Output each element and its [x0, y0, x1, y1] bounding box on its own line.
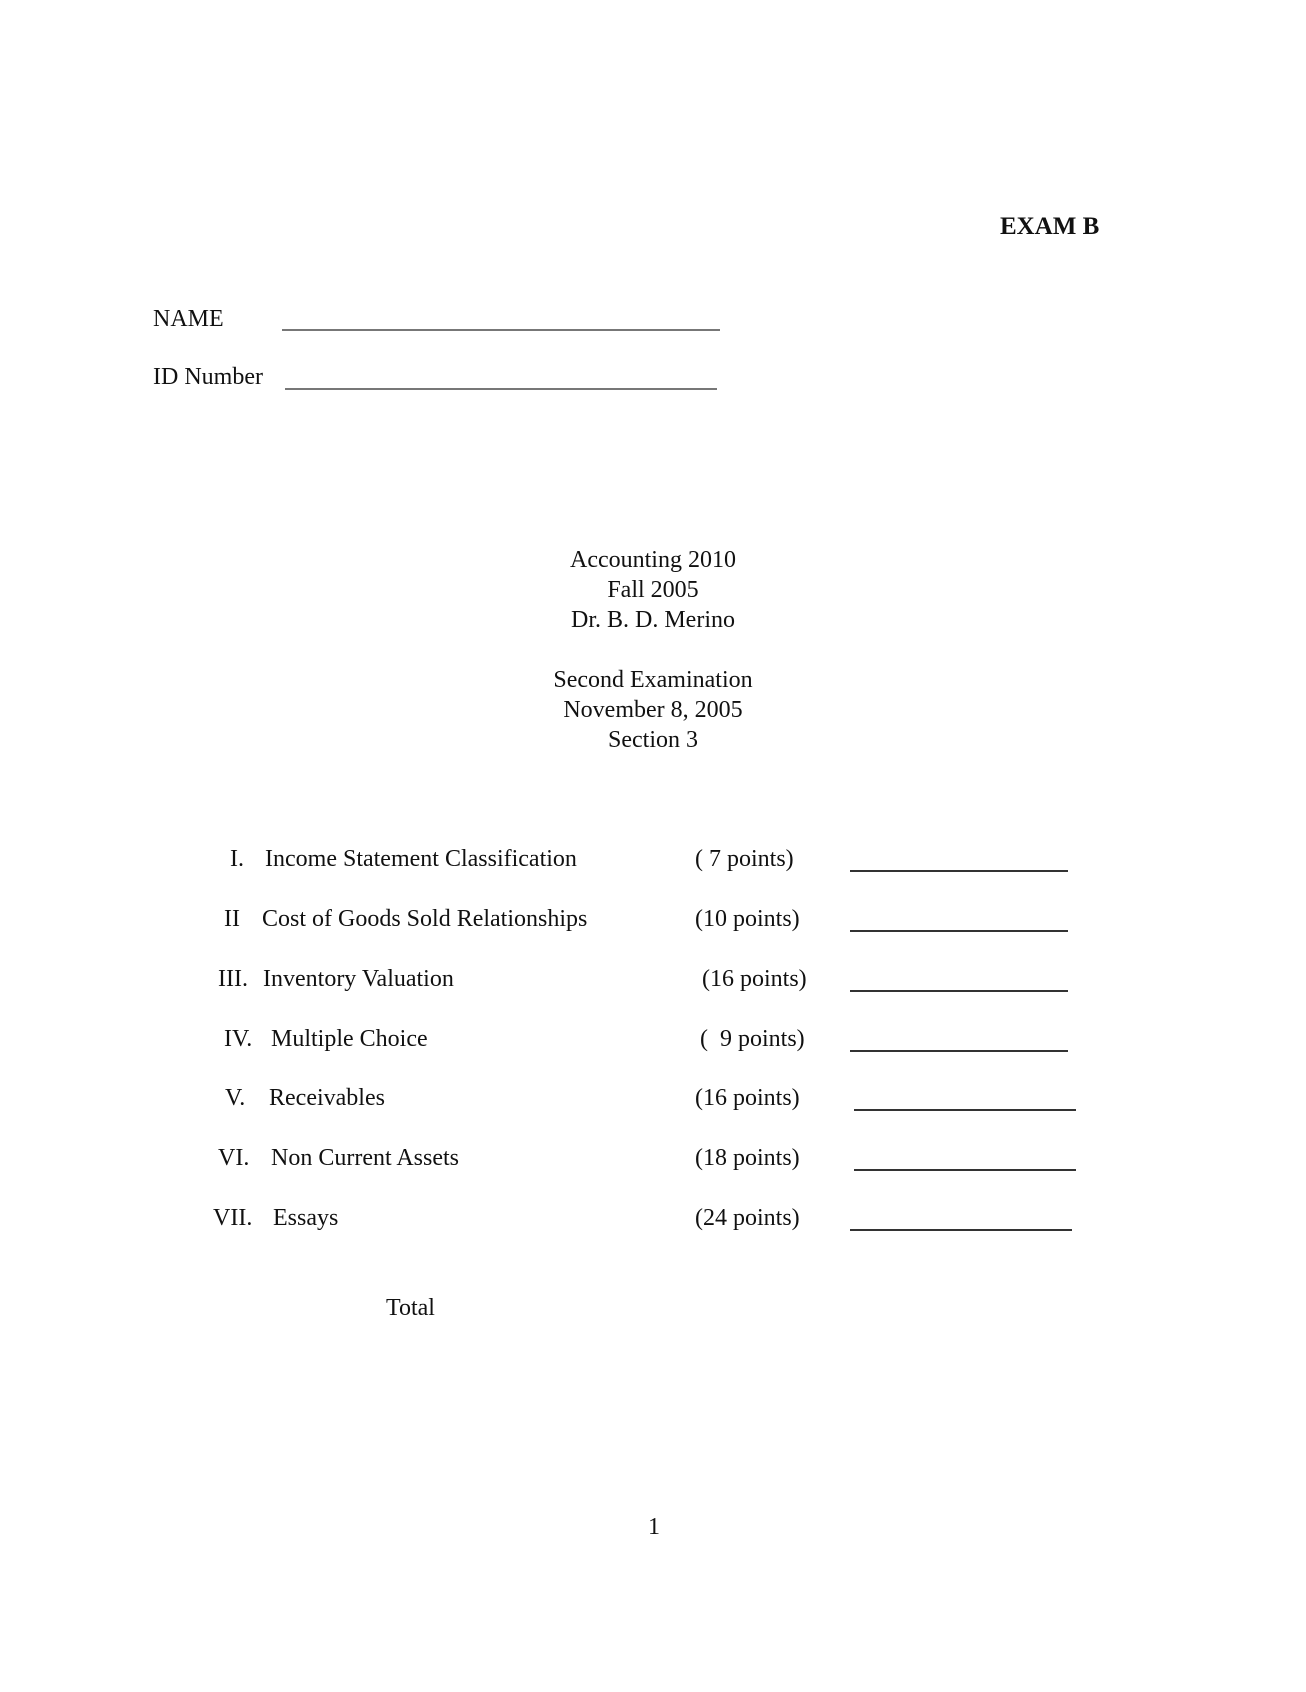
score-blank[interactable]: [850, 1229, 1072, 1231]
section-title: Inventory Valuation: [263, 966, 454, 992]
section-points: (24 points): [695, 1205, 800, 1231]
score-blank[interactable]: [850, 990, 1068, 992]
course-header: [0, 545, 1306, 635]
score-blank[interactable]: [854, 1169, 1076, 1171]
page-number: 1: [648, 1514, 660, 1540]
section-number: I.: [230, 846, 244, 872]
section-title: Non Current Assets: [271, 1145, 459, 1171]
course-title: Accounting 2010: [570, 547, 736, 573]
section-title: Essays: [273, 1205, 339, 1231]
name-label: NAME: [153, 306, 224, 332]
name-field[interactable]: [282, 329, 720, 331]
section-points: (18 points): [695, 1145, 800, 1171]
section-number: V.: [225, 1085, 246, 1111]
score-blank[interactable]: [850, 870, 1068, 872]
id-number-label: ID Number: [153, 364, 263, 390]
section-points: (16 points): [702, 966, 807, 992]
exam-header: [0, 665, 1306, 755]
section-title: Multiple Choice: [271, 1026, 428, 1052]
course-term: Fall 2005: [607, 577, 699, 603]
section-number: IV.: [224, 1026, 253, 1052]
section-title: Income Statement Classification: [265, 846, 577, 872]
course-instructor: Dr. B. D. Merino: [571, 607, 735, 633]
section-points: ( 9 points): [700, 1026, 805, 1052]
id-number-field[interactable]: [285, 388, 717, 390]
section-number: III.: [218, 966, 248, 992]
score-blank[interactable]: [850, 930, 1068, 932]
section-title: Cost of Goods Sold Relationships: [262, 906, 588, 932]
total-label: Total: [386, 1295, 435, 1321]
score-blank[interactable]: [854, 1109, 1076, 1111]
score-blank[interactable]: [850, 1050, 1068, 1052]
section-points: (16 points): [695, 1085, 800, 1111]
exam-title: Second Examination: [553, 667, 753, 693]
section-title: Receivables: [269, 1085, 385, 1111]
exam-version-label: EXAM B: [1000, 213, 1100, 240]
section-number: II: [224, 906, 240, 932]
section-points: (10 points): [695, 906, 800, 932]
exam-section: Section 3: [608, 727, 698, 753]
section-number: VII.: [213, 1205, 253, 1231]
section-points: ( 7 points): [695, 846, 794, 872]
exam-date: November 8, 2005: [563, 697, 743, 723]
section-number: VI.: [218, 1145, 250, 1171]
